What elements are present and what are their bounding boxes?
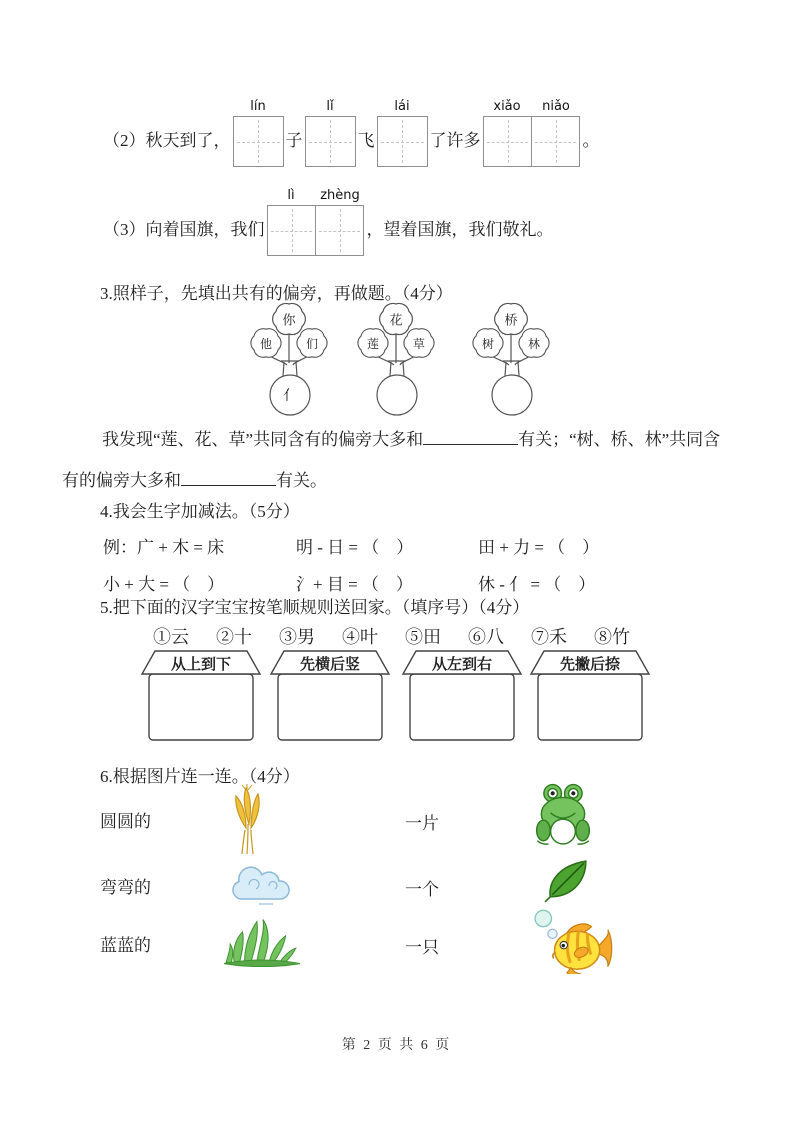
writing-box[interactable] (531, 116, 580, 167)
finding-text: 有关。 (276, 471, 327, 490)
house-label: 先撇后捺 (559, 657, 621, 673)
vase-diagram-ni-ta-men[interactable] (237, 299, 341, 423)
q2-suffix: 。 (582, 131, 600, 150)
vase-diagram-hua-lian-cao[interactable] (344, 299, 448, 423)
option-char[interactable]: ②十 (216, 627, 252, 647)
q5-options (153, 623, 630, 649)
q2-box-li (305, 99, 356, 167)
page-number-footer: 第 2 页 共 6 页 (341, 1038, 452, 1053)
svg-text:桥: 桥 (504, 312, 518, 328)
q2-prefix: （2）秋天到了， (103, 131, 231, 150)
q2-sentence (103, 99, 600, 167)
q3-sentence (103, 188, 554, 256)
pinyin-row (483, 99, 581, 116)
svg-text:莲: 莲 (367, 337, 379, 352)
flower-left (251, 329, 281, 358)
flower-left (358, 329, 388, 358)
flower-top (273, 303, 306, 334)
option-char[interactable]: ⑧竹 (594, 627, 630, 647)
house-label: 先横后竖 (299, 657, 361, 673)
writing-box[interactable] (315, 205, 364, 256)
q6-adjective[interactable]: 圆圆的 (100, 812, 151, 831)
house-box-top-to-bottom[interactable] (138, 648, 264, 746)
pinyin-label: xiǎo (493, 99, 521, 114)
q2-seg3: 了许多 (429, 131, 481, 150)
pinyin-label: zhèng (320, 188, 360, 203)
q3-box-lizheng (267, 188, 365, 256)
q6-adjective[interactable]: 蓝蓝的 (100, 936, 151, 955)
leaf-icon[interactable] (544, 857, 590, 903)
q4-row-1 (103, 533, 743, 557)
q5-title: 5.把下面的汉字宝宝按笔顺规则送回家。（填序号）（4分） (100, 598, 530, 617)
vase-radical: 亻 (283, 389, 297, 404)
q4-item: 田 + 力 = （ ） (478, 538, 600, 557)
q6-measure-word[interactable]: 一个 (405, 880, 439, 899)
q2-seg2: 飞 (357, 131, 375, 150)
option-char[interactable]: ④叶 (342, 627, 378, 647)
vase-bulb[interactable] (377, 375, 417, 415)
cloud-icon[interactable] (228, 861, 294, 909)
frog-icon[interactable] (536, 783, 590, 847)
vase-bulb[interactable] (492, 375, 532, 415)
svg-text:他: 他 (260, 337, 272, 352)
writing-box[interactable] (483, 116, 532, 167)
q2-box-xiaoniao (483, 99, 581, 167)
writing-box[interactable] (267, 205, 316, 256)
house-box-horizontal-first[interactable] (267, 648, 393, 746)
finding-text: 有关；“树、桥、林”共同含 (518, 430, 721, 449)
answer-blank[interactable] (423, 426, 518, 445)
finding-text: 我发现“莲、花、草”共同含有的偏旁大多和 (102, 430, 424, 449)
q2-seg1: 子 (285, 131, 303, 150)
house-box-left-to-right[interactable] (399, 648, 525, 746)
pinyin-label: lì (287, 188, 295, 203)
svg-text:林: 林 (528, 337, 540, 352)
flower-left (473, 329, 503, 358)
q4-item: 氵+ 目 = （ ） (296, 575, 413, 594)
flower-top (495, 303, 528, 334)
svg-text:花: 花 (389, 312, 403, 328)
fish-icon[interactable] (532, 906, 614, 974)
q3-finding-line1 (62, 425, 720, 450)
wheat-icon[interactable] (222, 784, 272, 856)
option-char[interactable]: ⑦禾 (531, 627, 567, 647)
q6-measure-word[interactable]: 一片 (405, 814, 439, 833)
svg-text:你: 你 (282, 312, 296, 328)
pinyin-label: lín (250, 99, 266, 114)
flower-right (404, 329, 434, 358)
q6-measure-word[interactable]: 一只 (405, 938, 439, 957)
option-char[interactable]: ③男 (279, 627, 315, 647)
flower-right (297, 329, 327, 358)
q4-item: 小 + 大 = （ ） (103, 575, 225, 594)
svg-text:树: 树 (482, 337, 494, 352)
pinyin-row (267, 188, 365, 205)
q6-title: 6.根据图片连一连。（4分） (100, 767, 300, 786)
flower-top (380, 303, 413, 334)
q3-prefix: （3）向着国旗，我们 (103, 220, 265, 239)
q2-box-lai (377, 99, 428, 167)
q4-example: 例：广 + 木 = 床 (103, 538, 225, 557)
answer-blank[interactable] (181, 467, 276, 486)
double-writing-box (267, 205, 364, 256)
vase-diagrams (0, 299, 793, 427)
q3-suffix: ，望着国旗，我们敬礼。 (366, 220, 554, 239)
pinyin-label: lǐ (326, 99, 334, 114)
pinyin-label: niǎo (542, 99, 570, 114)
option-char[interactable]: ⑤田 (405, 627, 441, 647)
grass-icon[interactable] (220, 913, 304, 967)
finding-text: 有的偏旁大多和 (62, 471, 181, 490)
q4-item: 明 - 日 = （ ） (296, 538, 414, 557)
option-char[interactable]: ⑥八 (468, 627, 504, 647)
q4-row-2 (103, 570, 743, 594)
writing-box[interactable] (377, 116, 428, 167)
house-label: 从上到下 (170, 657, 232, 673)
writing-box[interactable] (305, 116, 356, 167)
svg-text:们: 们 (306, 337, 318, 352)
q4-item: 休 - 亻 = （ ） (478, 575, 596, 594)
q3-finding-line2 (62, 466, 327, 491)
double-writing-box (483, 116, 580, 167)
q2-box-lin (233, 99, 284, 167)
q3-title: 3.照样子，先填出共有的偏旁，再做题。（4分） (100, 284, 453, 303)
pinyin-label: lái (394, 99, 410, 114)
house-box-pie-first[interactable] (527, 648, 653, 746)
q6-adjective[interactable]: 弯弯的 (100, 878, 151, 897)
vase-diagram-qiao-shu-lin[interactable] (459, 299, 563, 423)
flower-right (519, 329, 549, 358)
option-char[interactable]: ①云 (153, 627, 189, 647)
writing-box[interactable] (233, 116, 284, 167)
q4-title: 4.我会生字加减法。（5分） (100, 502, 300, 521)
house-label: 从左到右 (431, 657, 493, 673)
svg-text:草: 草 (413, 337, 425, 352)
